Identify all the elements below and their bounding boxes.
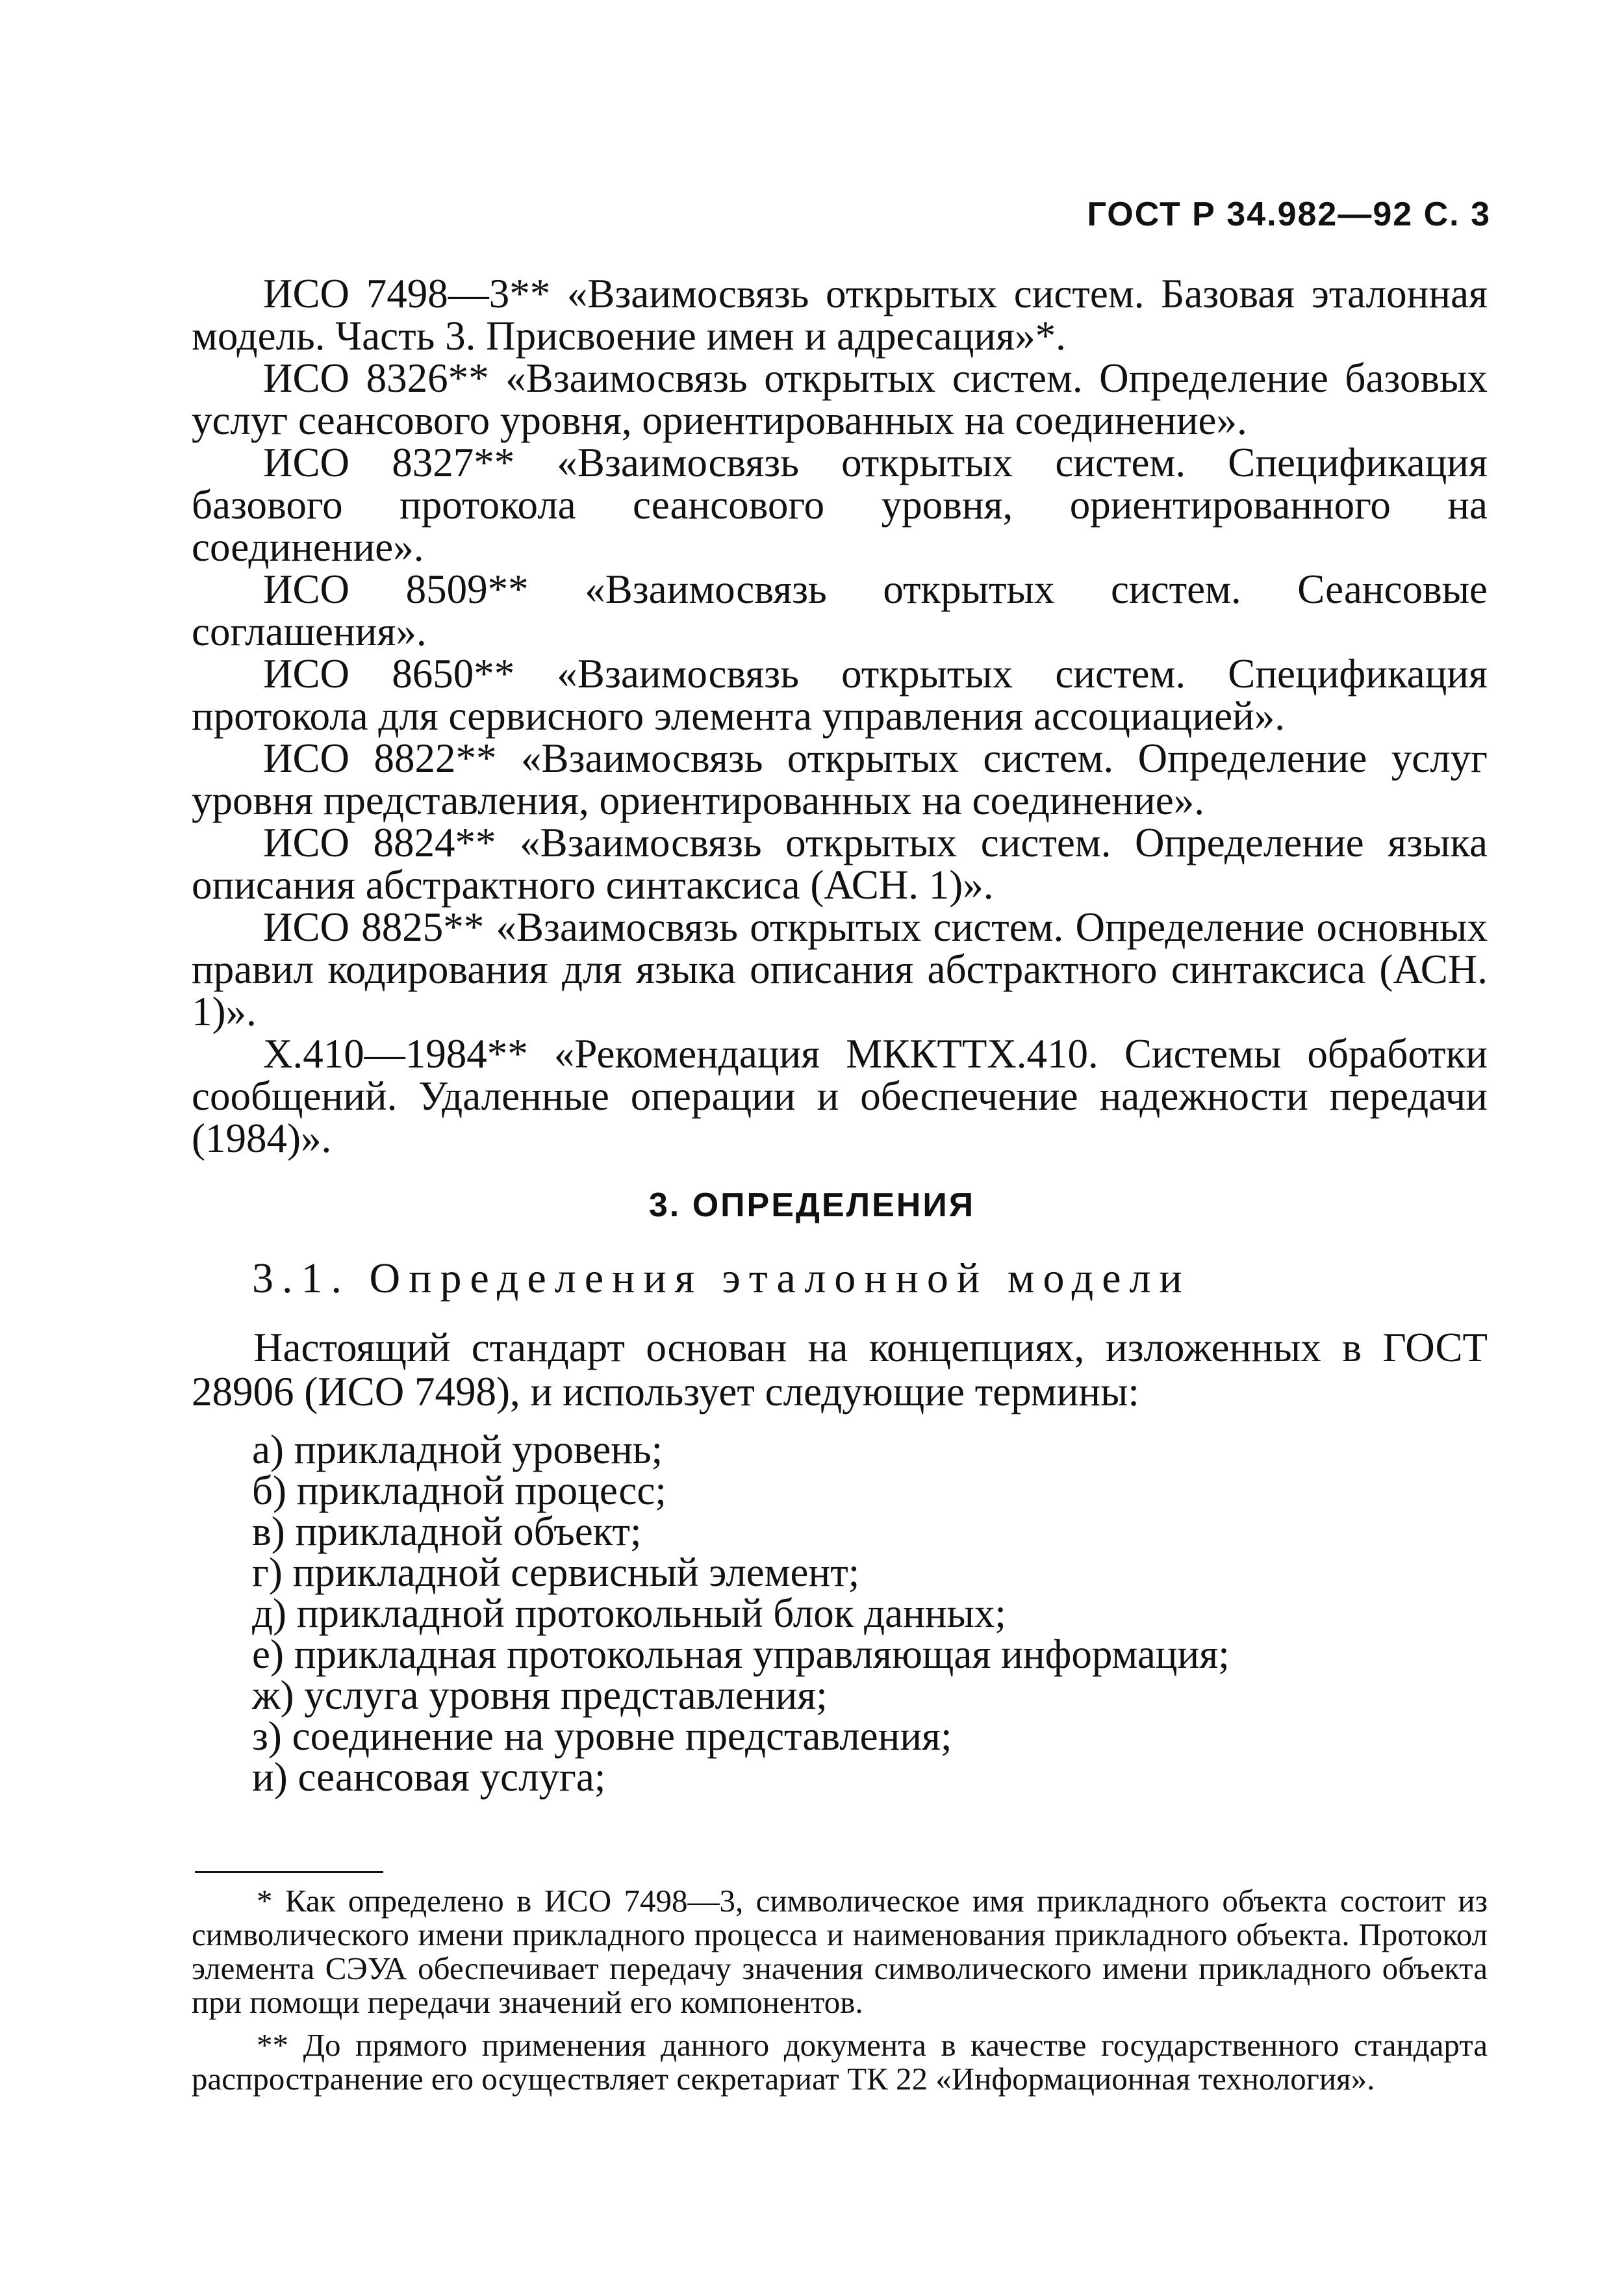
reference-item: ИСО 7498—3** «Взаимосвязь открытых систем. Базовая эталонная модель. Часть 3. Присвоение имен и адресация»*. — [192, 271, 1488, 359]
reference-item: ИСО 8327** «Взаимосвязь открытых систем. Спецификация базового протокола сеансового уровня, ориентированного на соединение». — [192, 440, 1488, 570]
footnote: ** До прямого применения данного документа в качестве государственного стандарта распространение его осуществляет секретариат ТК 22 «Информационная технология». — [192, 2027, 1488, 2097]
term-item: з) соединение на уровне представления; — [252, 1713, 952, 1759]
footnotes — [192, 1884, 1488, 2105]
term-item: ж) услуга уровня представления; — [252, 1672, 828, 1718]
term-item: е) прикладная протокольная управляющая информация; — [252, 1631, 1230, 1677]
reference-item: X.410—1984** «Рекомендация МККТТХ.410. Системы обработки сообщений. Удаленные операции и обеспечение надежности передачи (1984)». — [192, 1031, 1488, 1161]
footnote: * Как определено в ИСО 7498—3, символическое имя прикладного объекта состоит из символического имени прикладного процесса и наименования прикладного объекта. Протокол элемента СЭУА обеспечивает передачу значения символического имени прикладного объекта при помощи передачи значений его компонентов. — [192, 1883, 1488, 2020]
footnote-divider — [195, 1871, 383, 1873]
term-item: а) прикладной уровень; — [252, 1427, 663, 1472]
reference-item: ИСО 8825** «Взаимосвязь открытых систем. Определение основных правил кодирования для языка описания абстрактного синтаксиса (АСН. 1)». — [192, 904, 1488, 1034]
reference-item: ИСО 8509** «Взаимосвязь открытых систем. Сеансовые соглашения». — [192, 567, 1488, 654]
term-item: г) прикладной сервисный элемент; — [252, 1550, 860, 1595]
intro-paragraph: Настоящий стандарт основан на концепциях, изложенных в ГОСТ 28906 (ИСО 7498), и использует следующие термины: — [192, 1325, 1488, 1414]
reference-item: ИСО 8650** «Взаимосвязь открытых систем. Спецификация протокола для сервисного элемента управления ассоциацией». — [192, 651, 1488, 739]
terms-list — [252, 1429, 1230, 1798]
term-item: и) сеансовая услуга; — [252, 1754, 606, 1800]
term-item: в) прикладной объект; — [252, 1509, 642, 1554]
section-title: 3. ОПРЕДЕЛЕНИЯ — [648, 1186, 976, 1224]
subsection-title: 3.1. Определения эталонной модели — [252, 1255, 1191, 1302]
term-item: д) прикладной протокольный блок данных; — [252, 1591, 1006, 1636]
term-item: б) прикладной процесс; — [252, 1468, 666, 1513]
references-list — [192, 273, 1488, 1160]
reference-item: ИСО 8824** «Взаимосвязь открытых систем. Определение языка описания абстрактного синтаксиса (АСН. 1)». — [192, 820, 1488, 908]
reference-item: ИСО 8326** «Взаимосвязь открытых систем. Определение базовых услуг сеансового уровня, ориентированных на соединение». — [192, 355, 1488, 443]
reference-item: ИСО 8822** «Взаимосвязь открытых систем. Определение услуг уровня представления, ориентированных на соединение». — [192, 735, 1488, 823]
running-header: ГОСТ Р 34.982—92 С. 3 — [1087, 196, 1491, 233]
